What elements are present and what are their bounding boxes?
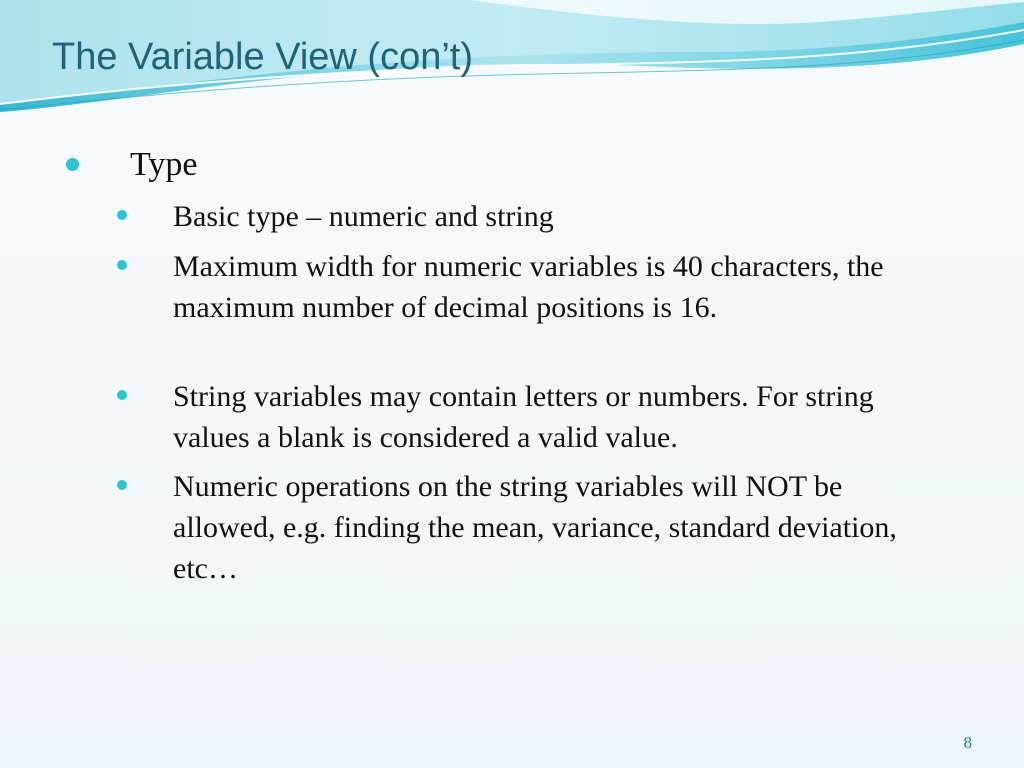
sub-bullet-text: Basic type – numeric and string <box>173 200 554 233</box>
bullet-level1-text: Type <box>130 146 198 183</box>
sub-bullet <box>112 246 932 370</box>
sub-bullet-text: String variables may contain letters or numbers. For string values a blank is considered a valid value. <box>173 380 874 454</box>
bullet-dot-icon <box>117 480 127 490</box>
bullet-dot-icon <box>117 390 127 400</box>
sub-bullet <box>112 376 932 460</box>
bullet-dot-icon <box>66 158 79 171</box>
bullet-level1 <box>60 144 960 188</box>
sub-bullet-text: Numeric operations on the string variables will NOT be allowed, e.g. finding the mean, variance, standard deviation, etc… <box>173 470 897 585</box>
bullet-dot-icon <box>117 210 127 220</box>
bullet-dot-icon <box>117 260 127 270</box>
sub-bullet <box>112 466 932 590</box>
sub-bullet <box>112 196 932 240</box>
slide-title: The Variable View (con’t) <box>52 36 474 78</box>
slide-number: 8 <box>963 733 972 752</box>
sub-bullet-text: Maximum width for numeric variables is 40 characters, the maximum number of decimal positions is 16. <box>173 250 884 324</box>
